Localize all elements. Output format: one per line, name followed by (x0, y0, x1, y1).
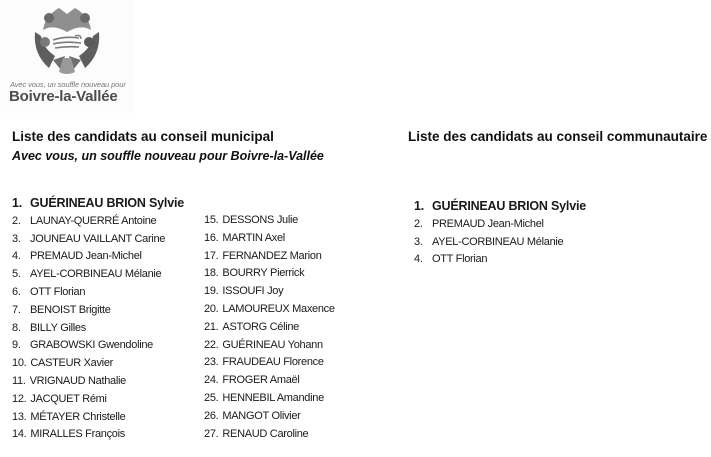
candidate-number: 17. (204, 249, 219, 262)
candidate-name: LAUNAY-QUERRÉ Antoine (30, 214, 157, 227)
candidate-item (12, 373, 184, 391)
candidate-name: GUÉRINEAU BRION Sylvie (30, 196, 184, 210)
communautaire-candidates (414, 198, 586, 269)
candidate-item (204, 372, 335, 390)
candidate-item (414, 251, 586, 269)
candidate-number: 22. (204, 338, 219, 351)
candidate-item (12, 231, 184, 249)
candidate-number: 14. (12, 428, 27, 441)
candidate-number: 15. (204, 214, 219, 226)
candidate-item (12, 213, 184, 231)
logo-tagline: Avec vous, un souffle nouveau pour (10, 80, 126, 89)
candidate-item (414, 234, 586, 252)
candidate-item (204, 301, 335, 319)
candidate-number: 26. (204, 409, 219, 422)
candidate-name: HENNEBIL Amandine (222, 391, 324, 404)
candidate-number: 4. (414, 253, 423, 266)
candidate-number: 10. (12, 357, 27, 370)
candidate-item (12, 409, 184, 427)
candidate-name: JOUNEAU VAILLANT Carine (30, 232, 166, 245)
candidate-item (12, 302, 184, 320)
candidate-name: MARTIN Axel (222, 231, 285, 244)
candidate-number: 5. (12, 268, 21, 281)
candidate-number: 2. (12, 214, 21, 227)
candidate-name: MÉTAYER Christelle (30, 410, 126, 423)
candidate-name: FRAUDEAU Florence (222, 356, 324, 369)
candidate-number: 23. (204, 356, 219, 369)
candidate-name: ISSOUFI Joy (222, 285, 284, 298)
candidate-name: AYEL-CORBINEAU Mélanie (432, 235, 564, 248)
candidate-name: LAMOUREUX Maxence (222, 302, 335, 315)
candidate-item (12, 195, 184, 213)
communautaire-list-title: Liste des candidats au conseil communautaire (408, 129, 708, 144)
candidate-number: 7. (12, 303, 21, 316)
candidate-number: 25. (204, 391, 219, 404)
candidate-name: PREMAUD Jean-Michel (30, 250, 142, 263)
candidate-name: VRIGNAUD Nathalie (29, 374, 126, 387)
candidate-number: 9. (12, 339, 21, 352)
candidate-name: GRABOWSKI Gwendoline (30, 339, 153, 352)
candidate-number: 12. (12, 392, 27, 405)
candidate-item (204, 337, 335, 355)
candidate-item (12, 266, 184, 284)
candidate-item (12, 284, 184, 302)
logo (0, 0, 133, 113)
candidate-item (204, 390, 335, 408)
candidate-name: ASTORG Céline (222, 320, 299, 333)
candidate-item (12, 248, 184, 266)
candidate-item (12, 320, 184, 338)
candidate-name: GUÉRINEAU BRION Sylvie (432, 199, 586, 213)
candidate-item (12, 355, 184, 373)
candidate-number: 19. (204, 285, 219, 298)
candidate-item (414, 216, 586, 234)
candidate-name: BILLY Gilles (30, 321, 86, 334)
candidate-number: 1. (12, 196, 23, 210)
candidate-item (414, 198, 586, 216)
candidate-item (204, 230, 335, 248)
candidate-number: 6. (12, 285, 21, 298)
candidate-name: FROGER Amaël (222, 374, 300, 387)
candidate-name: OTT Florian (432, 253, 488, 266)
candidate-number: 27. (204, 427, 219, 440)
logo-town-name: Boivre-la-Vallée (9, 88, 118, 105)
candidate-name: MIRALLES François (30, 428, 125, 441)
candidate-item (204, 426, 335, 444)
municipal-list-title: Liste des candidats au conseil municipal (12, 129, 274, 144)
candidate-name: MANGOT Olivier (222, 409, 301, 422)
candidate-number: 20. (204, 302, 219, 315)
candidate-name: BENOIST Brigitte (30, 303, 111, 316)
candidate-name: PREMAUD Jean-Michel (432, 217, 544, 230)
candidate-item (204, 319, 335, 337)
candidate-name: BOURRY Pierrick (222, 267, 305, 280)
municipal-candidates-column-2 (204, 212, 335, 443)
candidate-item (204, 408, 335, 426)
candidate-number: 2. (414, 217, 423, 230)
candidate-number: 18. (204, 267, 219, 280)
candidate-name: CASTEUR Xavier (30, 357, 114, 370)
candidate-number: 21. (204, 320, 219, 333)
candidate-name: RENAUD Caroline (222, 427, 309, 440)
candidate-name: JACQUET Rémi (30, 392, 107, 405)
candidate-name: GUÉRINEAU Yohann (222, 338, 323, 351)
candidate-number: 3. (414, 235, 423, 248)
candidate-number: 3. (12, 232, 21, 245)
candidate-item (12, 391, 184, 409)
candidate-item (204, 265, 335, 283)
candidate-item (12, 426, 184, 444)
candidate-number: 4. (12, 250, 21, 263)
candidate-name: DESSONS Julie (222, 214, 298, 226)
candidate-item (204, 212, 335, 230)
municipal-candidates-column-1 (12, 195, 184, 444)
candidate-number: 11. (12, 374, 26, 387)
logo-emblem-icon (31, 6, 103, 76)
candidate-number: 16. (204, 231, 219, 244)
candidate-item (204, 354, 335, 372)
candidate-name: AYEL-CORBINEAU Mélanie (30, 268, 162, 281)
candidate-item (204, 283, 335, 301)
municipal-list-subtitle: Avec vous, un souffle nouveau pour Boivre-la-Vallée (12, 149, 324, 163)
candidate-number: 13. (12, 410, 27, 423)
candidate-number: 24. (204, 374, 219, 387)
candidate-item (12, 337, 184, 355)
candidate-item (204, 248, 335, 266)
candidate-name: OTT Florian (30, 285, 86, 298)
candidate-number: 8. (12, 321, 21, 334)
candidate-number: 1. (414, 199, 425, 213)
candidate-name: FERNANDEZ Marion (222, 249, 322, 262)
